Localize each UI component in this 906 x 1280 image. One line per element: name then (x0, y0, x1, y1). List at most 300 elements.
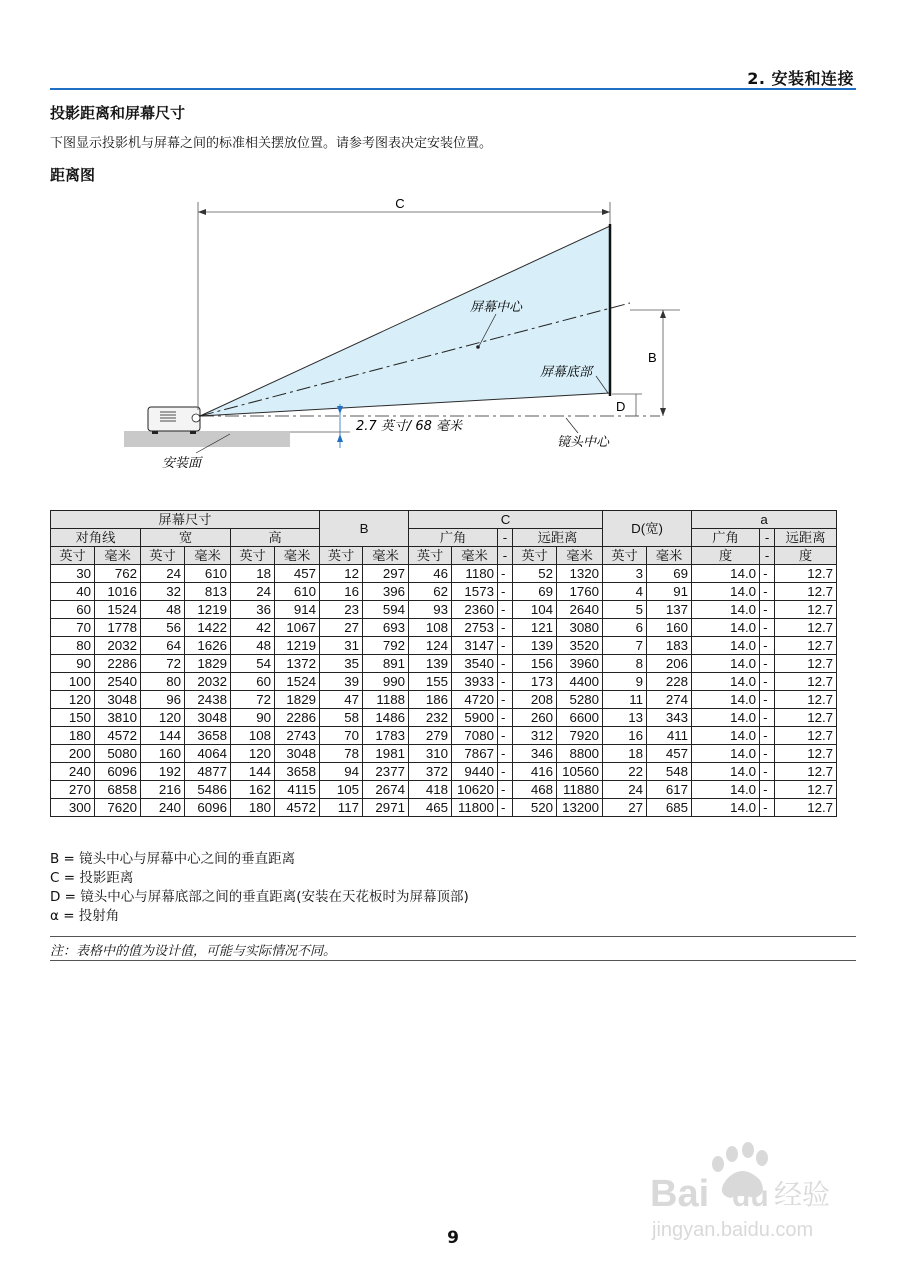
screen-size-header: 屏幕尺寸 (51, 511, 320, 529)
table-cell: 457 (275, 565, 320, 583)
table-cell: 2377 (363, 763, 409, 781)
projector-icon (148, 407, 200, 434)
table-cell: 18 (231, 565, 275, 583)
install-surface (124, 431, 290, 447)
table-cell: 91 (647, 583, 692, 601)
table-cell: 1981 (363, 745, 409, 763)
table-cell: 12.7 (775, 763, 837, 781)
table-cell: 914 (275, 601, 320, 619)
table-cell: - (498, 781, 513, 799)
table-cell: 54 (231, 655, 275, 673)
table-cell: 117 (320, 799, 363, 817)
b-label: B (648, 350, 657, 365)
table-cell: 610 (275, 583, 320, 601)
table-cell: 105 (320, 781, 363, 799)
table-cell: 2032 (185, 673, 231, 691)
table-cell: 1829 (275, 691, 320, 709)
table-cell: 69 (513, 583, 557, 601)
legend (50, 850, 469, 926)
table-cell: 80 (141, 673, 185, 691)
chapter-title: 2. 安装和连接 (747, 69, 854, 88)
table-cell: - (760, 745, 775, 763)
table-cell: 411 (647, 727, 692, 745)
unit-header: 英寸 (51, 547, 95, 565)
table-cell: 5486 (185, 781, 231, 799)
table-cell: 2286 (275, 709, 320, 727)
table-cell: 48 (231, 637, 275, 655)
table-cell: 610 (185, 565, 231, 583)
table-cell: 4877 (185, 763, 231, 781)
table-cell: 162 (231, 781, 275, 799)
table-cell: 5900 (452, 709, 498, 727)
table-cell: 208 (513, 691, 557, 709)
table-cell: 3048 (275, 745, 320, 763)
table-cell: 14.0 (692, 637, 760, 655)
table-cell: 310 (409, 745, 452, 763)
table-cell: 58 (320, 709, 363, 727)
table-cell: 12.7 (775, 583, 837, 601)
table-cell: 240 (51, 763, 95, 781)
table-cell: 104 (513, 601, 557, 619)
table-cell: 6096 (185, 799, 231, 817)
table-cell: 12.7 (775, 745, 837, 763)
b-arrow-bottom (660, 408, 666, 416)
table-cell: 2032 (95, 637, 141, 655)
table-row (51, 673, 837, 691)
throw-distance-table (50, 510, 837, 817)
table-cell: 90 (51, 655, 95, 673)
table-cell: 137 (647, 601, 692, 619)
unit-header: 毫米 (452, 547, 498, 565)
table-cell: 216 (141, 781, 185, 799)
table-cell: 2540 (95, 673, 141, 691)
table-cell: 27 (603, 799, 647, 817)
table-cell: 48 (141, 601, 185, 619)
table-cell: 2286 (95, 655, 141, 673)
table-cell: 96 (141, 691, 185, 709)
table-cell: 150 (51, 709, 95, 727)
table-cell: 156 (513, 655, 557, 673)
table-cell: 14.0 (692, 619, 760, 637)
section-title: 投影距离和屏幕尺寸 (50, 104, 186, 122)
table-cell: 108 (409, 619, 452, 637)
table-cell: 14.0 (692, 799, 760, 817)
note-rule-top (50, 936, 856, 937)
lens-center-label: 镜头中心 (557, 435, 610, 450)
table-cell: 3658 (185, 727, 231, 745)
c-arrow-left (198, 209, 206, 215)
d-label: D (616, 399, 626, 414)
table-cell: 617 (647, 781, 692, 799)
table-cell: 792 (363, 637, 409, 655)
table-cell: 124 (409, 637, 452, 655)
table-cell: 5080 (95, 745, 141, 763)
table-cell: 4400 (557, 673, 603, 691)
table-row (51, 763, 837, 781)
table-row (51, 637, 837, 655)
table-cell: 62 (409, 583, 452, 601)
unit-header: 度 (775, 547, 837, 565)
watermark-du: du (732, 1180, 769, 1213)
unit-header: 毫米 (557, 547, 603, 565)
table-cell: 7620 (95, 799, 141, 817)
table-cell: 35 (320, 655, 363, 673)
table-cell: 1219 (275, 637, 320, 655)
table-cell: 47 (320, 691, 363, 709)
table-cell: 78 (320, 745, 363, 763)
table-cell: 1422 (185, 619, 231, 637)
table-cell: 14.0 (692, 745, 760, 763)
unit-header: 毫米 (275, 547, 320, 565)
table-cell: 7080 (452, 727, 498, 745)
table-cell: 228 (647, 673, 692, 691)
table-cell: 52 (513, 565, 557, 583)
table-cell: 32 (141, 583, 185, 601)
table-cell: 468 (513, 781, 557, 799)
table-cell: 3 (603, 565, 647, 583)
unit-header: 英寸 (409, 547, 452, 565)
table-cell: 14.0 (692, 781, 760, 799)
table-cell: 312 (513, 727, 557, 745)
watermark-url: jingyan.baidu.com (652, 1219, 814, 1241)
section-intro: 下图显示投影机与屏幕之间的标准相关摆放位置。请参考图表决定安装位置。 (50, 136, 493, 151)
table-cell: 1486 (363, 709, 409, 727)
d-header: D(宽) (603, 511, 692, 547)
unit-header: 毫米 (363, 547, 409, 565)
table-cell: 6600 (557, 709, 603, 727)
table-cell: 14.0 (692, 601, 760, 619)
unit-header: 毫米 (95, 547, 141, 565)
table-cell: 2753 (452, 619, 498, 637)
table-cell: 4572 (95, 727, 141, 745)
table-cell: - (498, 565, 513, 583)
table-cell: 64 (141, 637, 185, 655)
table-cell: 186 (409, 691, 452, 709)
table-cell: 12.7 (775, 781, 837, 799)
b-header: B (320, 511, 409, 547)
table-cell: 12.7 (775, 565, 837, 583)
table-cell: 7867 (452, 745, 498, 763)
table-cell: - (498, 637, 513, 655)
note-text: 注：表格中的值为设计值，可能与实际情况不同。 (50, 944, 337, 959)
table-cell: 372 (409, 763, 452, 781)
table-cell: 7920 (557, 727, 603, 745)
table-cell: - (760, 583, 775, 601)
table-cell: - (760, 565, 775, 583)
table-cell: 121 (513, 619, 557, 637)
table-cell: 22 (603, 763, 647, 781)
table-cell: 232 (409, 709, 452, 727)
table-cell: - (498, 673, 513, 691)
table-cell: 457 (647, 745, 692, 763)
table-cell: 56 (141, 619, 185, 637)
table-cell: 120 (51, 691, 95, 709)
table-cell: 6096 (95, 763, 141, 781)
table-cell: 24 (603, 781, 647, 799)
watermark-product: 经验 (774, 1178, 831, 1211)
table-cell: 10620 (452, 781, 498, 799)
table-cell: 144 (231, 763, 275, 781)
table-cell: 173 (513, 673, 557, 691)
unit-header: 毫米 (185, 547, 231, 565)
table-row (51, 691, 837, 709)
table-cell: 40 (51, 583, 95, 601)
table-cell: 16 (603, 727, 647, 745)
table-cell: 3933 (452, 673, 498, 691)
table-cell: 24 (141, 565, 185, 583)
table-cell: 13 (603, 709, 647, 727)
unit-header: 英寸 (513, 547, 557, 565)
projection-beam (200, 226, 610, 416)
table-cell: - (760, 799, 775, 817)
table-cell: - (760, 763, 775, 781)
table-row (51, 619, 837, 637)
height-header: 高 (231, 529, 320, 547)
table-cell: 465 (409, 799, 452, 817)
table-cell: 1760 (557, 583, 603, 601)
table-row (51, 601, 837, 619)
alpha-wide-header: 广角 (692, 529, 760, 547)
table-cell: 300 (51, 799, 95, 817)
table-cell: 274 (647, 691, 692, 709)
table-cell: - (760, 619, 775, 637)
table-cell: 16 (320, 583, 363, 601)
table-cell: 520 (513, 799, 557, 817)
table-cell: 139 (513, 637, 557, 655)
table-cell: 3048 (185, 709, 231, 727)
b-arrow-top (660, 310, 666, 318)
table-cell: 9 (603, 673, 647, 691)
table-cell: - (498, 691, 513, 709)
table-cell: 3658 (275, 763, 320, 781)
c-tele-header: 远距离 (513, 529, 603, 547)
table-cell: 183 (647, 637, 692, 655)
table-cell: 14.0 (692, 673, 760, 691)
table-cell: 11800 (452, 799, 498, 817)
lens-height-arrow-bottom (337, 434, 343, 442)
table-cell: 18 (603, 745, 647, 763)
screen-center-dot (476, 345, 480, 349)
table-cell: 39 (320, 673, 363, 691)
table-cell: - (760, 781, 775, 799)
table-cell: 418 (409, 781, 452, 799)
table-cell: 14.0 (692, 565, 760, 583)
table-cell: 139 (409, 655, 452, 673)
table-cell: 90 (231, 709, 275, 727)
table-cell: 4572 (275, 799, 320, 817)
table-group-header-row (51, 511, 837, 529)
width-header: 宽 (141, 529, 231, 547)
table-sub-header-row (51, 529, 837, 547)
table-cell: 3048 (95, 691, 141, 709)
unit-header: - (760, 547, 775, 565)
table-cell: 3080 (557, 619, 603, 637)
header-rule (50, 88, 856, 90)
table-cell: 12.7 (775, 619, 837, 637)
table-cell: 4720 (452, 691, 498, 709)
unit-header: 度 (692, 547, 760, 565)
table-cell: 120 (141, 709, 185, 727)
table-cell: 60 (51, 601, 95, 619)
table-cell: 36 (231, 601, 275, 619)
table-cell: 60 (231, 673, 275, 691)
table-cell: 8 (603, 655, 647, 673)
table-cell: 46 (409, 565, 452, 583)
table-cell: - (498, 763, 513, 781)
table-cell: 2971 (363, 799, 409, 817)
table-cell: 1188 (363, 691, 409, 709)
table-cell: 297 (363, 565, 409, 583)
c-dash-header: - (498, 529, 513, 547)
table-body (51, 565, 837, 817)
table-cell: 72 (141, 655, 185, 673)
table-cell: - (760, 691, 775, 709)
table-cell: 31 (320, 637, 363, 655)
table-unit-header-row (51, 547, 837, 565)
legend-alpha: α = 投射角 (50, 908, 120, 924)
table-cell: 10560 (557, 763, 603, 781)
table-cell: 180 (51, 727, 95, 745)
table-cell: 346 (513, 745, 557, 763)
table-cell: - (760, 655, 775, 673)
table-cell: - (498, 745, 513, 763)
table-cell: 144 (141, 727, 185, 745)
table-cell: 1372 (275, 655, 320, 673)
table-cell: 685 (647, 799, 692, 817)
table-cell: 6 (603, 619, 647, 637)
table-row (51, 781, 837, 799)
table-row (51, 709, 837, 727)
table-cell: - (498, 583, 513, 601)
baidu-jingyan-watermark (646, 1140, 856, 1250)
table-cell: 13200 (557, 799, 603, 817)
table-cell: 14.0 (692, 727, 760, 745)
table-cell: - (498, 727, 513, 745)
table-cell: 279 (409, 727, 452, 745)
table-cell: 72 (231, 691, 275, 709)
lens-height-label: 2.7 英寸/ 68 毫米 (356, 419, 462, 434)
table-row (51, 727, 837, 745)
unit-header: 毫米 (647, 547, 692, 565)
c-label: C (395, 196, 405, 211)
table-cell: 416 (513, 763, 557, 781)
watermark-brand: Bai (650, 1173, 710, 1215)
table-cell: - (498, 709, 513, 727)
table-cell: 42 (231, 619, 275, 637)
table-cell: 5280 (557, 691, 603, 709)
table-cell: 12.7 (775, 673, 837, 691)
table-cell: 1524 (275, 673, 320, 691)
table-row (51, 655, 837, 673)
page-number: 9 (447, 1228, 459, 1248)
table-cell: 2438 (185, 691, 231, 709)
table-cell: 813 (185, 583, 231, 601)
unit-header: 英寸 (603, 547, 647, 565)
unit-header: 英寸 (231, 547, 275, 565)
unit-header: 英寸 (320, 547, 363, 565)
table-cell: 108 (231, 727, 275, 745)
diagonal-header: 对角线 (51, 529, 141, 547)
table-cell: - (498, 619, 513, 637)
table-cell: 1180 (452, 565, 498, 583)
table-cell: 69 (647, 565, 692, 583)
screen-center-label: 屏幕中心 (470, 300, 523, 315)
table-cell: 12.7 (775, 655, 837, 673)
table-cell: 2743 (275, 727, 320, 745)
table-row (51, 745, 837, 763)
table-row (51, 565, 837, 583)
table-cell: 7 (603, 637, 647, 655)
table-cell: 94 (320, 763, 363, 781)
table-cell: - (760, 673, 775, 691)
table-cell: 240 (141, 799, 185, 817)
table-cell: - (760, 709, 775, 727)
alpha-dash-header: - (760, 529, 775, 547)
table-cell: 1626 (185, 637, 231, 655)
table-cell: 120 (231, 745, 275, 763)
c-header: C (409, 511, 603, 529)
table-cell: 3147 (452, 637, 498, 655)
table-cell: 5 (603, 601, 647, 619)
c-wide-header: 广角 (409, 529, 498, 547)
table-cell: 4064 (185, 745, 231, 763)
table-cell: 4115 (275, 781, 320, 799)
table-cell: 12 (320, 565, 363, 583)
table-cell: 4 (603, 583, 647, 601)
table-cell: 11880 (557, 781, 603, 799)
table-cell: 3810 (95, 709, 141, 727)
table-cell: 14.0 (692, 655, 760, 673)
table-cell: 270 (51, 781, 95, 799)
table-cell: 100 (51, 673, 95, 691)
note-rule-bottom (50, 960, 856, 961)
legend-c: C = 投影距离 (50, 870, 134, 886)
table-cell: 27 (320, 619, 363, 637)
table-cell: 12.7 (775, 727, 837, 745)
table-row (51, 583, 837, 601)
table-cell: 12.7 (775, 691, 837, 709)
table-cell: 30 (51, 565, 95, 583)
table-cell: 990 (363, 673, 409, 691)
table-cell: - (760, 637, 775, 655)
table-cell: 180 (231, 799, 275, 817)
alpha-header: a (692, 511, 837, 529)
table-cell: 160 (647, 619, 692, 637)
table-cell: 11 (603, 691, 647, 709)
table-cell: 396 (363, 583, 409, 601)
table-cell: 93 (409, 601, 452, 619)
table-cell: 9440 (452, 763, 498, 781)
table-cell: 14.0 (692, 763, 760, 781)
table-cell: 12.7 (775, 709, 837, 727)
c-arrow-right (602, 209, 610, 215)
table-cell: 80 (51, 637, 95, 655)
table-cell: - (498, 655, 513, 673)
table-cell: 891 (363, 655, 409, 673)
table-cell: 192 (141, 763, 185, 781)
table-cell: - (498, 601, 513, 619)
table-cell: 14.0 (692, 691, 760, 709)
table-cell: 1573 (452, 583, 498, 601)
table-cell: 3520 (557, 637, 603, 655)
table-cell: 12.7 (775, 637, 837, 655)
table-cell: 70 (51, 619, 95, 637)
table-cell: 1829 (185, 655, 231, 673)
lens-center-leader (566, 418, 578, 433)
table-cell: 12.7 (775, 799, 837, 817)
table-cell: 14.0 (692, 709, 760, 727)
table-cell: 8800 (557, 745, 603, 763)
